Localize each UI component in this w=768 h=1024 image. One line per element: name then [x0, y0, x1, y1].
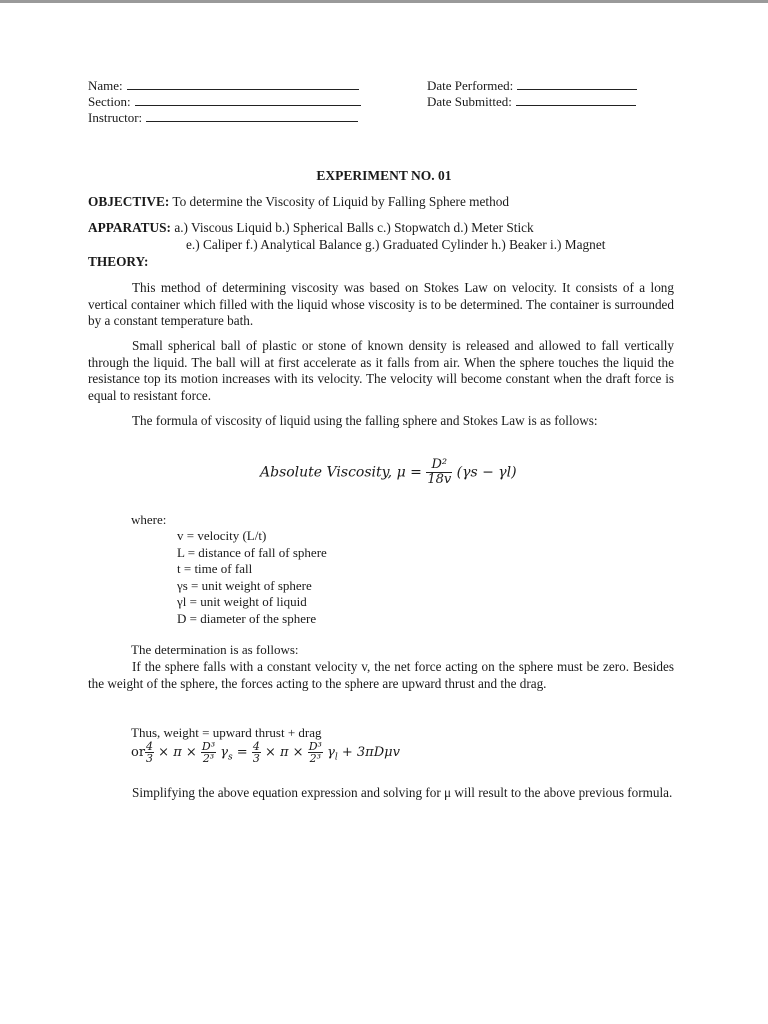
variable-diameter: D = diameter of the sphere — [177, 610, 317, 626]
objective — [88, 194, 509, 210]
formula-numerator: D² — [426, 458, 452, 473]
force-balance-equation: or $\frac{4}{3}$ × π × $\frac{\text{D³}}{\text{2³}}$ $\gamma_s$ = $\frac{4}{3}$ × π × $\frac{\text{D³}}{\text{2³}}$ $\gamma_l + 3\pi D\mu v$ — [131, 740, 400, 765]
date-performed-field — [427, 78, 637, 94]
eq-frac-4-3-b: $\frac{4}{3}$ — [252, 740, 260, 765]
date-submitted-blank[interactable] — [516, 94, 636, 106]
date-submitted-label: Date Submitted: — [427, 94, 512, 109]
viscosity-formula — [260, 458, 517, 487]
variable-distance: L = distance of fall of sphere — [177, 544, 327, 560]
or-word: or — [131, 745, 146, 760]
formula-tail: (γs − γl) — [456, 464, 517, 481]
variable-velocity: v = velocity (L/t) — [177, 528, 267, 543]
instructor-field — [88, 110, 358, 126]
where-label: where: — [131, 512, 167, 527]
theory-paragraph-3: The formula of viscosity of liquid using the falling sphere and Stokes Law is as follows: — [132, 413, 598, 428]
date-performed-blank[interactable] — [517, 78, 637, 90]
section-label: Section: — [88, 94, 131, 109]
page-title: EXPERIMENT NO. 01 — [316, 168, 452, 183]
name-field — [88, 78, 359, 94]
name-label: Name: — [88, 78, 123, 93]
date-submitted-field — [427, 94, 636, 110]
formula-lhs: Absolute Viscosity, μ = — [260, 464, 422, 481]
instructor-label: Instructor: — [88, 110, 143, 125]
determination-intro: The determination is as follows: — [131, 642, 299, 657]
apparatus — [88, 220, 534, 236]
theory-paragraph-1: This method of determining viscosity was based on Stokes Law on velocity. It consists of a long vertical container which filled with the liquid whose viscosity is to be determined. The container is surrounded by a constant temperature bath. — [88, 280, 674, 329]
top-border — [0, 0, 768, 3]
section-blank[interactable] — [135, 94, 361, 106]
eq-frac-4-3-a: $\frac{4}{3}$ — [146, 740, 154, 765]
apparatus-line-1: a.) Viscous Liquid b.) Spherical Balls c.) Stopwatch d.) Meter Stick — [174, 220, 534, 235]
thus-line: Thus, weight = upward thrust + drag — [131, 725, 322, 740]
variable-time: t = time of fall — [177, 561, 253, 576]
formula-denominator: 18v — [427, 472, 452, 487]
objective-label: OBJECTIVE: — [88, 194, 170, 209]
eq-frac-d3-b: $\frac{\text{D³}}{\text{2³}}$ — [308, 740, 322, 765]
apparatus-line-2: e.) Caliper f.) Analytical Balance g.) Graduated Cylinder h.) Beaker i.) Magnet — [186, 237, 606, 252]
variable-unit-weight-liquid: γl = unit weight of liquid — [177, 594, 307, 609]
variable-list — [177, 528, 327, 627]
theory-paragraph-2: Small spherical ball of plastic or stone of known density is released and allowed to fall vertically through the liquid. The ball will at first accelerate as it falls from air. When the sphere touches the liquid the resistance top its motion increases with its velocity. The velocity will become constant when the draft force is equal to resistant force. — [88, 338, 674, 404]
simplify-paragraph: Simplifying the above equation expression and solving for μ will result to the above previous formula. — [132, 785, 673, 800]
variable-unit-weight-sphere: γs = unit weight of sphere — [177, 577, 312, 593]
eq-frac-d3-a: $\frac{\text{D³}}{\text{2³}}$ — [201, 740, 216, 765]
date-performed-label: Date Performed: — [427, 78, 514, 93]
instructor-blank[interactable] — [146, 110, 358, 122]
eq-tail: + 3πDμv — [341, 745, 400, 760]
apparatus-label: APPARATUS: — [88, 220, 171, 235]
section-field — [88, 94, 361, 110]
theory-label: THEORY: — [88, 254, 149, 269]
objective-text: To determine the Viscosity of Liquid by Falling Sphere method — [172, 194, 510, 209]
formula-fraction — [426, 458, 452, 487]
determination-paragraph: If the sphere falls with a constant velocity v, the net force acting on the sphere must be zero. Besides the weight of the sphere, the forces acting to the sphere are upward thrust and the drag. — [88, 659, 674, 691]
name-blank[interactable] — [127, 78, 359, 90]
